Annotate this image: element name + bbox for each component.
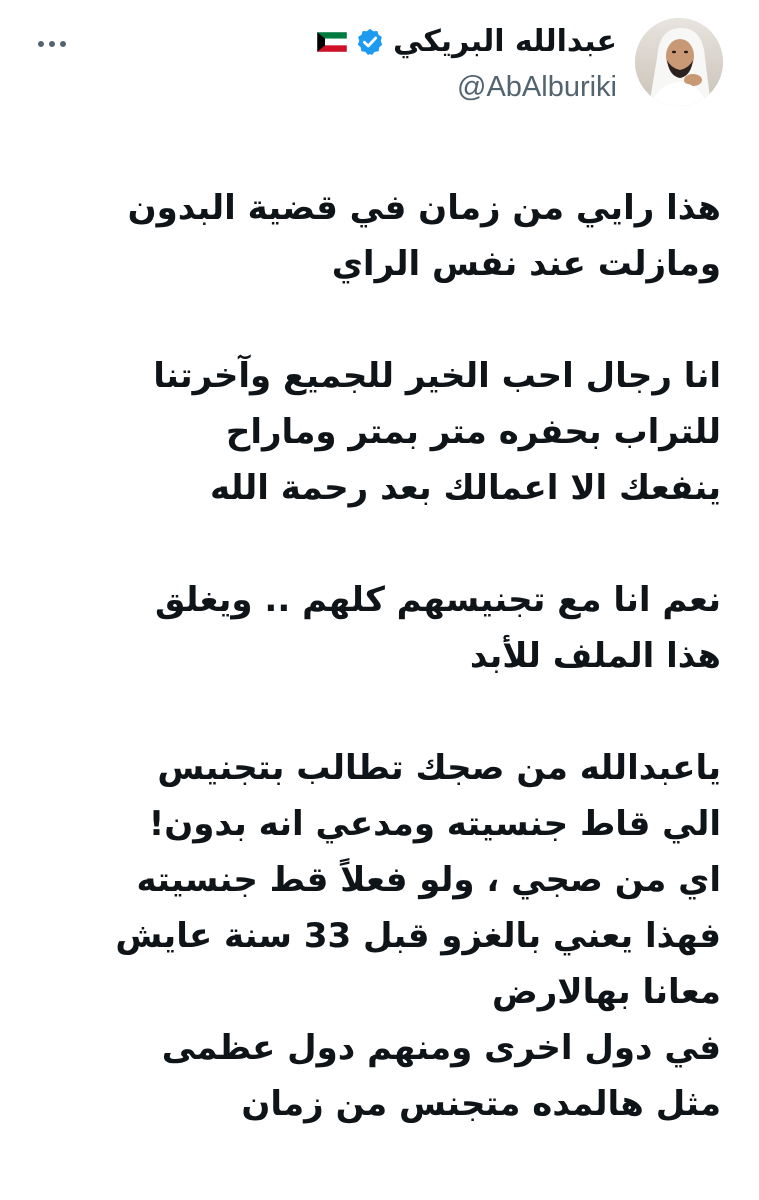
verified-badge-icon <box>355 27 385 57</box>
kuwait-flag-icon <box>317 32 347 52</box>
display-name[interactable]: عبدالله البريكي <box>392 24 617 59</box>
avatar-image <box>635 18 723 106</box>
tweet-text: هذا رايي من زمان في قضية البدون ومازلت عند نفس الراي انا رجال احب الخير للجميع وآخرتنا للتراب بحفره متر بمتر وماراح ينفعك الا اعمالك بعد رحمة الله نعم انا مع تجنيسهم كلهم .. ويغلق هذا الملف للأبد ياعبدالله من صجك تطالب بتجنيس الي قاط جنسيته ومدعي انه بدون! اي من صجي ، ولو فعلاً قط جنسيته فهذا يعني بالغزو قبل 33 سنة عايش معانا بهالارض في دول اخرى ومنهم دول عظمى مثل هالمده متجنس من زمان <box>115 188 721 1124</box>
name-row <box>317 22 617 62</box>
avatar[interactable] <box>635 18 723 106</box>
user-info[interactable] <box>317 22 617 106</box>
more-options-button[interactable] <box>34 30 70 54</box>
tweet-header <box>30 16 723 116</box>
user-handle[interactable]: @AbAlburiki <box>457 71 617 103</box>
more-horizontal-icon <box>37 33 67 52</box>
